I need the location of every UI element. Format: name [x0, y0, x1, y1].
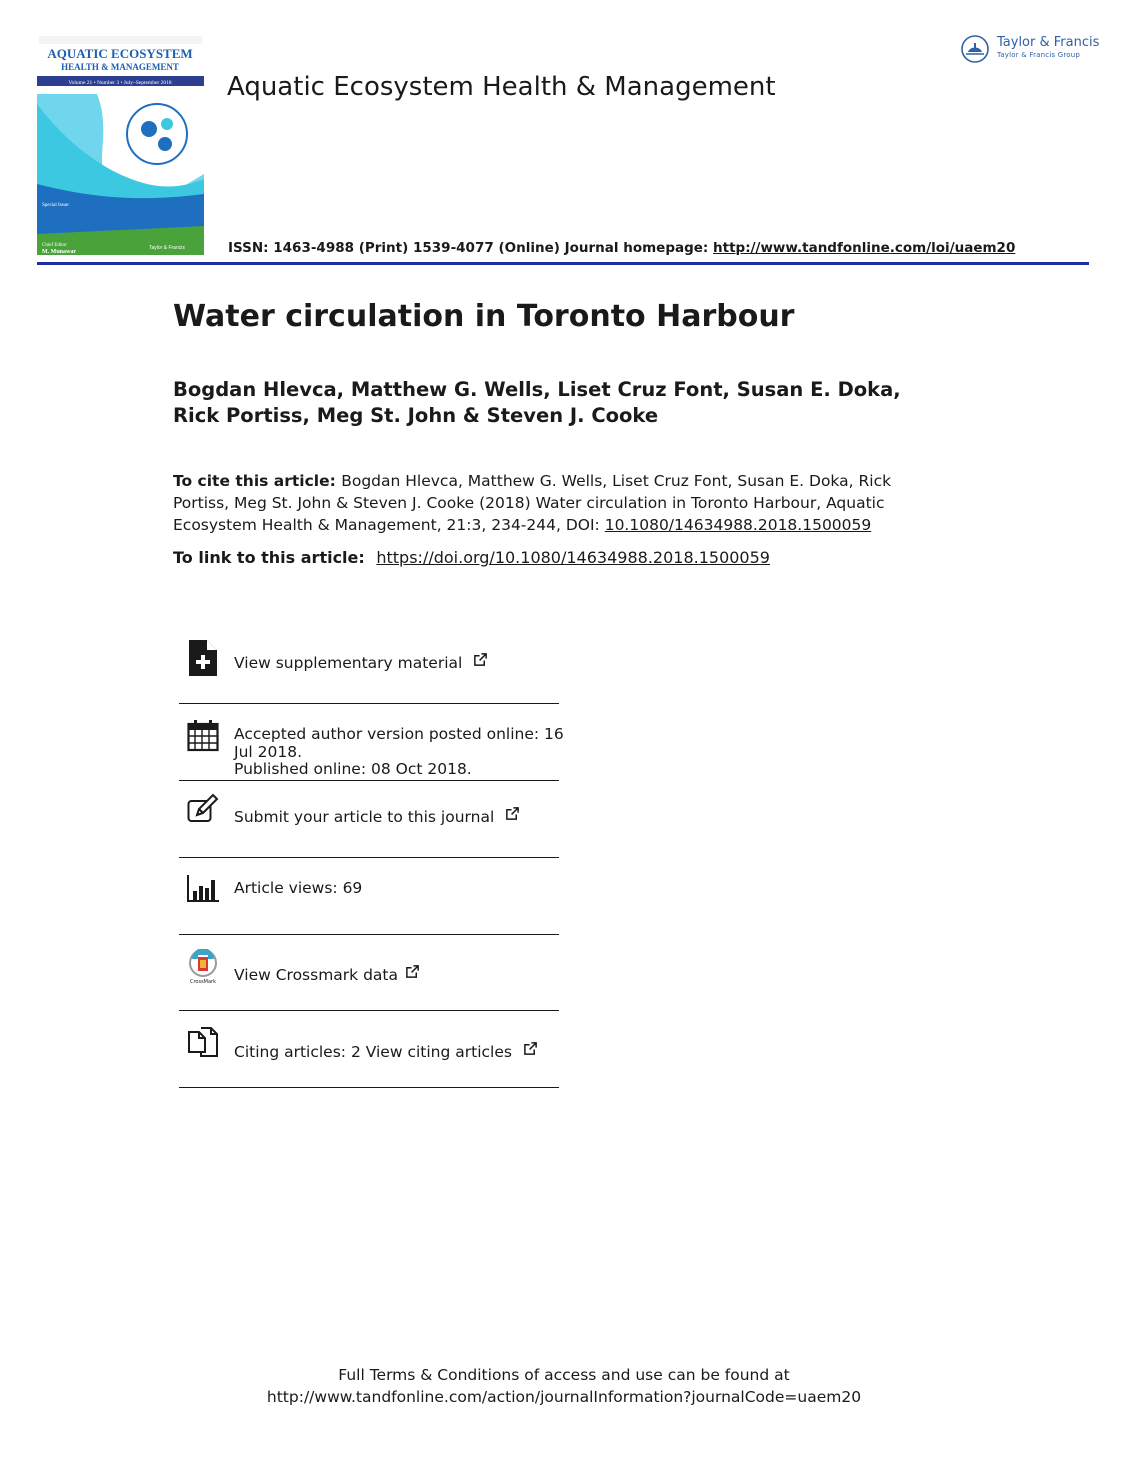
- cite-text: Bogdan Hlevca, Matthew G. Wells, Liset Cruz Font, Susan E. Doka, Rick Portiss, Meg St. John & Steven J. Cooke (2018) Water circulation in Toronto Harbour, Aquatic Ecosystem Health & Management, 21:3, 234-244, DOI:: [173, 472, 892, 534]
- article-title: Water circulation in Toronto Harbour: [173, 299, 795, 334]
- taylor-francis-logo-icon[interactable]: [960, 34, 1100, 66]
- bar-chart-icon: [187, 871, 219, 907]
- file-plus-icon: [187, 640, 219, 676]
- accepted-line2: Jul 2018.: [234, 742, 303, 761]
- cover-publisher: Taylor & Francis: [149, 245, 185, 251]
- article-info-list: [179, 628, 564, 1088]
- citing-articles-item[interactable]: [179, 1011, 559, 1088]
- issn-line: [228, 240, 1015, 256]
- citing-text: [234, 1041, 538, 1062]
- publisher-name: Taylor & Francis: [997, 35, 1100, 50]
- external-link-icon: [473, 652, 488, 667]
- crossmark-item[interactable]: [179, 935, 559, 1011]
- journal-cover: [37, 34, 204, 255]
- link-label: To link to this article:: [173, 548, 371, 567]
- issn-text: ISSN: 1463-4988 (Print) 1539-4077 (Online) Journal homepage:: [228, 240, 714, 256]
- submit-article-item[interactable]: [179, 781, 559, 858]
- supplementary-label: View supplementary material: [234, 654, 463, 672]
- crossmark-icon: [187, 949, 219, 985]
- publisher-group: Taylor & Francis Group: [997, 51, 1081, 59]
- accepted-line1: Accepted author version posted online: 16: [234, 725, 564, 743]
- header-divider: [37, 262, 1089, 265]
- cover-editor-label: Chief Editor: [42, 243, 67, 248]
- footer-terms: Full Terms & Conditions of access and use can be found at: [338, 1366, 790, 1384]
- publication-dates-item: [179, 704, 564, 781]
- citation-block: [173, 470, 933, 536]
- submit-text: [234, 806, 520, 827]
- article-views-item: [179, 858, 559, 935]
- supplementary-item[interactable]: [179, 628, 559, 704]
- citing-label: Citing articles: 2 View citing articles: [234, 1043, 512, 1061]
- external-link-icon: [405, 964, 420, 979]
- journal-homepage-link[interactable]: http://www.tandfonline.com/loi/uaem20: [713, 240, 1016, 256]
- published-line: Published online: 08 Oct 2018.: [234, 760, 472, 778]
- cite-label: To cite this article:: [173, 472, 342, 490]
- cover-special-label: Special Issue:: [42, 203, 70, 208]
- edit-icon: [187, 793, 219, 829]
- article-doi-url[interactable]: https://doi.org/10.1080/14634988.2018.1500059: [376, 548, 770, 567]
- crossmark-label: View Crossmark data: [234, 966, 398, 984]
- submit-label: Submit your article to this journal: [234, 808, 495, 826]
- crossmark-icon-label: CrossMark: [189, 979, 217, 985]
- documents-icon: [187, 1024, 219, 1060]
- cover-editor-name: M. Munawar: [42, 249, 76, 255]
- article-link-line: [173, 548, 770, 567]
- doi-link[interactable]: 10.1080/14634988.2018.1500059: [604, 516, 872, 534]
- article-authors: Bogdan Hlevca, Matthew G. Wells, Liset Cruz Font, Susan E. Doka, Rick Portiss, Meg St. John & Steven J. Cooke: [173, 378, 901, 427]
- cover-title-line1: AQUATIC ECOSYSTEM: [47, 46, 193, 61]
- calendar-icon: [187, 718, 219, 754]
- footer: [0, 1364, 1128, 1408]
- crossmark-text: [234, 964, 420, 985]
- cover-issue: Volume 21 • Number 3 • July–September 2018: [68, 80, 172, 86]
- cover-title-line2: HEALTH & MANAGEMENT: [61, 62, 179, 72]
- views-label: Article views: 69: [234, 879, 363, 897]
- dates-text: [234, 726, 564, 779]
- journal-title: Aquatic Ecosystem Health & Management: [227, 72, 776, 102]
- external-link-icon: [505, 806, 520, 821]
- supplementary-text: [234, 652, 488, 673]
- footer-url[interactable]: http://www.tandfonline.com/action/journalInformation?journalCode=uaem20: [266, 1388, 862, 1406]
- external-link-icon: [523, 1041, 538, 1056]
